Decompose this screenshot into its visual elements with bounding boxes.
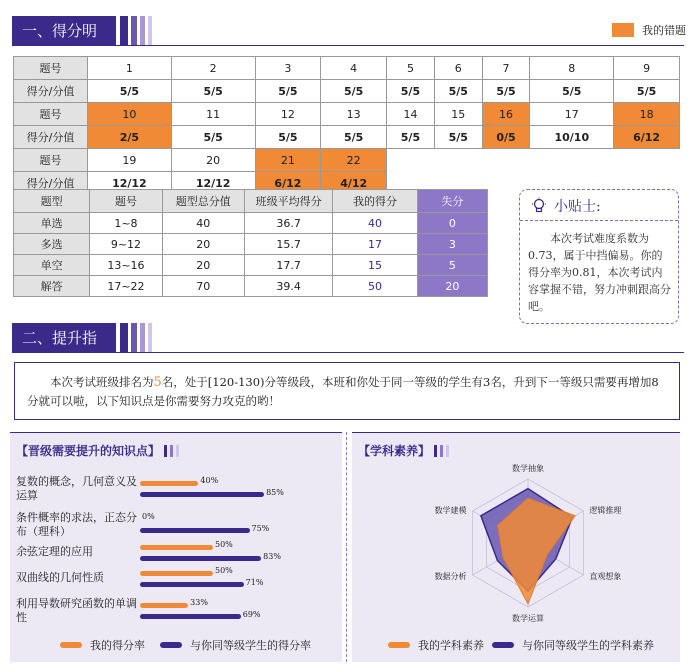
peer-rate-bar xyxy=(140,528,250,533)
header-decor-bars xyxy=(120,323,155,353)
score-cell: 5/5 xyxy=(255,126,321,149)
knowledge-panel xyxy=(10,432,342,662)
radar-axis-label: 数据分析 xyxy=(434,572,467,581)
section2-title: 二、提升指导 xyxy=(12,323,116,353)
type-table-cell: 17~22 xyxy=(90,276,162,297)
question-number-cell: 10 xyxy=(88,103,172,126)
type-table-cell: 0 xyxy=(417,213,487,234)
question-number-cell: 12 xyxy=(255,103,321,126)
tip-title: 小贴士: xyxy=(554,199,601,215)
score-cell: 5/5 xyxy=(434,80,482,103)
question-number-cell: 9 xyxy=(614,57,680,80)
knowledge-title xyxy=(16,442,182,459)
wrong-legend xyxy=(612,22,686,38)
my-rate-bar xyxy=(140,571,213,576)
my-rate-label: 40% xyxy=(200,476,219,485)
type-table-cell: 5 xyxy=(417,255,487,276)
my-rate-bar xyxy=(140,603,188,608)
peer-rate-label: 69% xyxy=(242,610,261,619)
type-table-header-cell: 班级平均得分 xyxy=(244,190,332,213)
guide-text xyxy=(14,362,680,420)
question-number-cell: 20 xyxy=(171,149,255,172)
guide-part1: 本次考试班级排名为 xyxy=(50,375,154,389)
type-table-cell: 解答 xyxy=(14,276,90,297)
type-table-cell: 36.7 xyxy=(244,213,332,234)
question-number-cell: 15 xyxy=(434,103,482,126)
type-table-cell: 40 xyxy=(333,213,417,234)
question-number-cell: 22 xyxy=(321,149,387,172)
question-number-cell: 1 xyxy=(88,57,172,80)
type-table-cell: 13~16 xyxy=(90,255,162,276)
type-table-row xyxy=(14,276,488,297)
type-table-header-row xyxy=(14,190,488,213)
section2-rule xyxy=(12,352,684,353)
knowledge-legend-mine-label: 我的得分率 xyxy=(90,639,145,652)
question-number-cell: 17 xyxy=(530,103,614,126)
knowledge-point-name: 双曲线的几何性质 xyxy=(16,571,104,584)
my-rate-label: 33% xyxy=(190,598,208,607)
lightbulb-icon xyxy=(530,197,548,215)
type-table-header-cell: 题型总分值 xyxy=(162,190,244,213)
type-table-cell: 1~8 xyxy=(90,213,162,234)
empty-cell xyxy=(482,149,530,172)
score-cell: 5/5 xyxy=(482,80,530,103)
score-cell: 12/12 xyxy=(171,172,255,195)
radar-axis-label: 逻辑推理 xyxy=(589,506,622,515)
type-table-cell: 17.7 xyxy=(244,255,332,276)
question-number-cell: 21 xyxy=(255,149,321,172)
question-number-cell: 8 xyxy=(530,57,614,80)
type-table-cell: 20 xyxy=(162,255,244,276)
panel-divider xyxy=(346,432,347,662)
score-cell: 2/5 xyxy=(88,126,172,149)
question-number-row xyxy=(14,103,680,126)
type-table-header-cell: 我的得分 xyxy=(333,190,417,213)
score-cell: 5/5 xyxy=(530,80,614,103)
type-table-cell: 9~12 xyxy=(90,234,162,255)
row-label-question: 题号 xyxy=(14,103,88,126)
type-table-header-cell: 失分 xyxy=(417,190,487,213)
empty-cell xyxy=(387,149,435,172)
question-number-cell: 14 xyxy=(387,103,435,126)
wrong-legend-label: 我的错题 xyxy=(642,24,686,37)
legend-swatch-purple xyxy=(160,642,182,648)
score-cell: 5/5 xyxy=(255,80,321,103)
guide-rank: 5 xyxy=(153,375,162,390)
section1-title: 一、得分明 xyxy=(12,16,116,46)
my-rate-bar xyxy=(140,545,213,550)
question-number-cell: 18 xyxy=(614,103,680,126)
question-number-cell: 19 xyxy=(88,149,172,172)
score-table xyxy=(13,56,680,195)
score-cell: 5/5 xyxy=(434,126,482,149)
type-table-cell: 多选 xyxy=(14,234,90,255)
question-number-cell: 6 xyxy=(434,57,482,80)
row-label-score: 得分/分值 xyxy=(14,80,88,103)
score-row xyxy=(14,126,680,149)
knowledge-point-name: 利用导数研究函数的单调性 xyxy=(16,597,137,624)
type-table-row xyxy=(14,255,488,276)
my-rate-label: 50% xyxy=(215,566,233,575)
peer-rate-label: 83% xyxy=(263,552,281,561)
question-number-cell: 5 xyxy=(387,57,435,80)
score-cell: 5/5 xyxy=(88,80,172,103)
type-table-cell: 20 xyxy=(162,234,244,255)
type-table-row xyxy=(14,213,488,234)
type-table-header-cell: 题号 xyxy=(90,190,162,213)
type-table-cell: 70 xyxy=(162,276,244,297)
tip-text: 本次考试难度系数为0.73，属于中挡偏易。你的得分率为0.81，本次考试内容掌握不错，努力冲刺跟高分吧。 xyxy=(528,232,671,313)
peer-rate-label: 75% xyxy=(251,524,270,533)
question-number-cell: 16 xyxy=(482,103,530,126)
knowledge-legend-mine xyxy=(60,637,145,653)
tip-box xyxy=(519,189,679,324)
header-decor-bars xyxy=(120,16,155,46)
literacy-legend-mine-label: 我的学科素养 xyxy=(418,639,484,652)
question-number-cell: 7 xyxy=(482,57,530,80)
score-cell: 4/12 xyxy=(321,172,387,195)
legend-swatch-purple xyxy=(492,642,514,648)
peer-rate-label: 71% xyxy=(245,578,264,587)
score-cell: 12/12 xyxy=(88,172,172,195)
empty-cell xyxy=(434,149,482,172)
literacy-panel xyxy=(352,432,680,662)
empty-cell xyxy=(530,149,614,172)
score-cell: 5/5 xyxy=(387,126,435,149)
row-label-question: 题号 xyxy=(14,149,88,172)
title-decor-bars xyxy=(164,445,182,457)
type-table-cell: 39.4 xyxy=(244,276,332,297)
radar-axis-label: 数学建模 xyxy=(434,506,467,515)
literacy-title-text: 【学科素养】 xyxy=(358,444,431,458)
guide-part2: 名，处于[120-130)分等级段，本班和你处于同一等级的学生有3名，升到下一等级只需要再增加8分就可以啦，以下知识点是你需要努力攻克的哟！ xyxy=(27,375,659,408)
score-cell: 5/5 xyxy=(614,80,680,103)
row-label-score: 得分/分值 xyxy=(14,172,88,195)
type-table-cell: 20 xyxy=(417,276,487,297)
my-rate-label: 0% xyxy=(142,512,155,521)
score-cell: 5/5 xyxy=(321,126,387,149)
score-cell: 6/12 xyxy=(255,172,321,195)
question-number-cell: 4 xyxy=(321,57,387,80)
score-cell: 5/5 xyxy=(171,126,255,149)
question-number-row xyxy=(14,57,680,80)
knowledge-point-name: 条件概率的求法，正态分布（理科） xyxy=(16,511,137,538)
row-label-question: 题号 xyxy=(14,57,88,80)
literacy-legend-peer xyxy=(492,637,654,653)
peer-rate-bar xyxy=(140,614,241,619)
section1-header xyxy=(12,16,155,46)
score-cell: 5/5 xyxy=(387,80,435,103)
type-table-cell: 40 xyxy=(162,213,244,234)
my-rate-bar xyxy=(140,481,198,486)
knowledge-point-name: 复数的概念，几何意义及运算 xyxy=(16,475,137,502)
peer-rate-bar xyxy=(140,492,264,497)
radar-axis-label: 数学运算 xyxy=(512,614,544,623)
radar-axis-label: 直观想象 xyxy=(589,572,622,581)
score-row xyxy=(14,80,680,103)
legend-swatch-orange xyxy=(388,642,410,648)
type-table-cell: 15.7 xyxy=(244,234,332,255)
type-table-cell: 单空 xyxy=(14,255,90,276)
type-table-cell: 17 xyxy=(333,234,417,255)
score-cell: 6/12 xyxy=(614,126,680,149)
question-number-cell: 11 xyxy=(171,103,255,126)
row-label-score: 得分/分值 xyxy=(14,126,88,149)
score-cell: 5/5 xyxy=(171,80,255,103)
type-table xyxy=(13,189,488,297)
peer-rate-label: 85% xyxy=(266,488,284,497)
question-number-row xyxy=(14,149,680,172)
question-number-cell: 2 xyxy=(171,57,255,80)
type-table-cell: 15 xyxy=(333,255,417,276)
score-cell: 10/10 xyxy=(530,126,614,149)
score-cell: 5/5 xyxy=(321,80,387,103)
question-number-cell: 13 xyxy=(321,103,387,126)
question-number-cell: 3 xyxy=(255,57,321,80)
wrong-legend-swatch xyxy=(612,23,634,37)
knowledge-legend-peer xyxy=(160,637,311,653)
empty-cell xyxy=(614,149,680,172)
legend-swatch-orange xyxy=(60,642,82,648)
type-table-row xyxy=(14,234,488,255)
peer-rate-bar xyxy=(140,556,261,561)
score-cell: 0/5 xyxy=(482,126,530,149)
knowledge-legend-peer-label: 与你同等级学生的得分率 xyxy=(190,639,311,652)
my-rate-label: 50% xyxy=(215,540,233,549)
section2-header xyxy=(12,323,155,377)
tip-header xyxy=(530,196,601,216)
tip-divider xyxy=(520,220,678,221)
radar-axis-label: 数学抽象 xyxy=(512,464,544,473)
literacy-radar-chart xyxy=(352,455,680,645)
section1-rule xyxy=(12,45,684,46)
type-table-header-cell: 题型 xyxy=(14,190,90,213)
type-table-cell: 50 xyxy=(333,276,417,297)
knowledge-title-text: 【晋级需要提升的知识点】 xyxy=(16,444,161,458)
peer-rate-bar xyxy=(140,582,244,587)
type-table-cell: 单选 xyxy=(14,213,90,234)
literacy-legend-peer-label: 与你同等级学生的学科素养 xyxy=(522,639,654,652)
literacy-legend-mine xyxy=(388,637,484,653)
knowledge-point-name: 余弦定理的应用 xyxy=(16,545,93,558)
type-table-cell: 3 xyxy=(417,234,487,255)
